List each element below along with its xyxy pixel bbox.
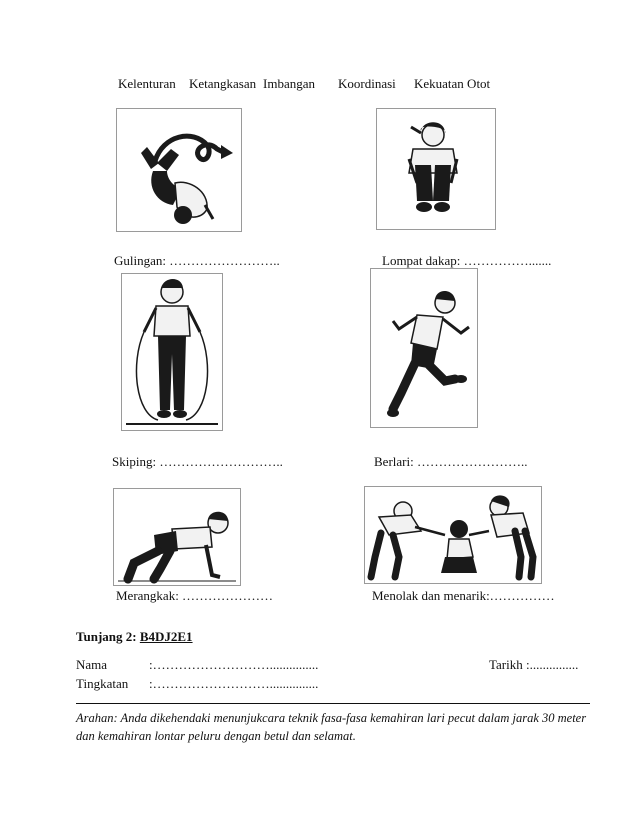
section-heading: [76, 629, 193, 645]
tuck-jump-illustration: [376, 108, 496, 230]
activity-label-gulingan: Gulingan: ……………………..: [114, 253, 280, 268]
tarikh-label: Tarikh: [489, 657, 523, 672]
crawling-illustration: [113, 488, 241, 586]
skipping-rope-illustration: [121, 273, 223, 431]
instruction-text: Arahan: Anda dikehendaki menunjukcara teknik fasa-fasa kemahiran lari pecut dalam jarak 30 meter dan kemahiran lontar peluru dengan betul dan selamat.: [76, 711, 587, 743]
tingkatan-label: Tingkatan: [76, 676, 129, 691]
word-bank-item-kelenturan: Kelenturan: [118, 76, 176, 91]
word-bank-item-kekuatan-otot: Kekuatan Otot: [414, 76, 491, 91]
word-bank-item-koordinasi: Koordinasi: [338, 76, 396, 91]
word-bank-item-ketangkasan: Ketangkasan: [189, 76, 257, 91]
section-prefix: Tunjang 2:: [76, 629, 140, 644]
activity-label-lompat-dakap: Lompat dakap: …………….......: [382, 253, 552, 268]
nama-field[interactable]: :………………………...............: [149, 657, 319, 672]
section-code: B4DJ2E1: [139, 629, 193, 644]
divider-line: [76, 703, 590, 704]
nama-label: Nama: [76, 657, 108, 672]
forward-roll-illustration: [116, 108, 242, 232]
tarikh-field[interactable]: :...............: [526, 657, 579, 672]
activity-label-skiping: Skiping: ………………………..: [112, 454, 283, 469]
push-pull-illustration: [364, 486, 542, 584]
tingkatan-field[interactable]: :………………………...............: [149, 676, 319, 691]
activity-label-merangkak: Merangkak: …………………: [116, 588, 274, 603]
activity-label-berlari: Berlari: ……………………..: [374, 454, 528, 469]
running-illustration: [370, 268, 478, 428]
word-bank-item-imbangan: Imbangan: [263, 76, 315, 91]
activity-label-menolak-dan-menarik: Menolak dan menarik:……………: [372, 588, 555, 603]
